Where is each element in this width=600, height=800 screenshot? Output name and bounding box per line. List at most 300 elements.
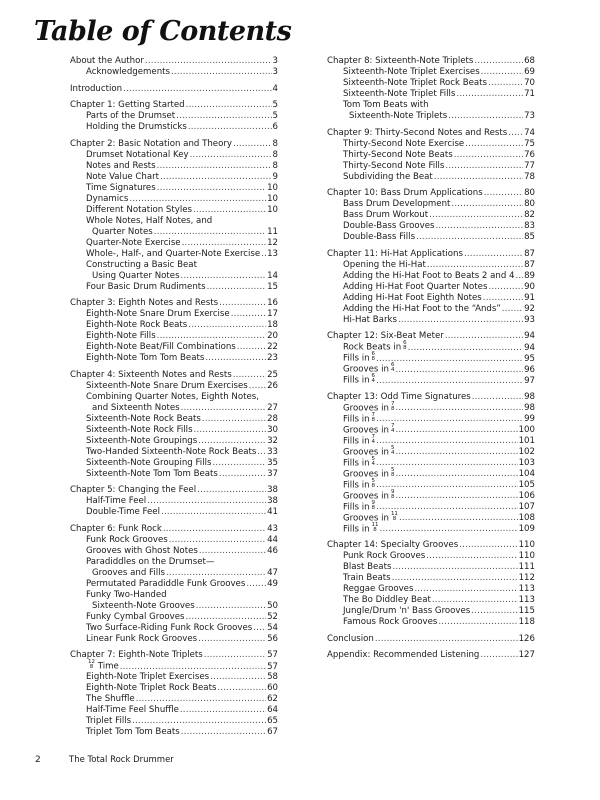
dot-leader bbox=[427, 260, 523, 271]
toc-section bbox=[327, 188, 535, 243]
toc-section bbox=[327, 634, 535, 645]
toc-section bbox=[327, 56, 535, 122]
entry-text: Thirty-Second Note Beats bbox=[343, 149, 453, 160]
entry-page-number: 10 bbox=[267, 182, 278, 193]
ts-top: 7 bbox=[371, 433, 376, 440]
toc-entry[interactable] bbox=[327, 150, 535, 161]
entry-text: Appendix: Recommended Listening bbox=[327, 650, 480, 660]
toc-entry[interactable] bbox=[327, 455, 535, 469]
toc-entry[interactable] bbox=[70, 260, 278, 271]
entry-page-number: 9 bbox=[272, 171, 278, 182]
entry-page-number: 5 bbox=[272, 100, 278, 110]
toc-entry[interactable] bbox=[327, 411, 535, 425]
toc-section bbox=[70, 139, 278, 293]
toc-chapter-entry[interactable] bbox=[70, 139, 278, 150]
entry-title bbox=[86, 705, 179, 716]
toc-chapter-entry[interactable] bbox=[327, 249, 535, 260]
entry-title bbox=[343, 161, 444, 172]
toc-entry[interactable] bbox=[70, 590, 278, 601]
time-signature bbox=[372, 374, 376, 384]
toc-entry[interactable] bbox=[327, 606, 535, 617]
toc-entry[interactable] bbox=[70, 249, 278, 260]
toc-entry[interactable] bbox=[327, 89, 535, 100]
entry-page-number: 113 bbox=[518, 595, 535, 605]
time-signature bbox=[391, 446, 395, 456]
dot-leader bbox=[432, 595, 518, 606]
toc-entry[interactable] bbox=[70, 161, 278, 172]
entry-text: Sixteenth-Note Groupings bbox=[86, 435, 198, 446]
entry-title bbox=[343, 411, 376, 426]
toc-entry[interactable] bbox=[70, 672, 278, 683]
entry-title bbox=[86, 579, 245, 590]
dot-leader bbox=[219, 298, 266, 309]
toc-entry[interactable] bbox=[327, 232, 535, 243]
toc-entry[interactable] bbox=[70, 727, 278, 738]
entry-title bbox=[86, 557, 214, 568]
toc-chapter-entry[interactable] bbox=[70, 84, 278, 95]
toc-section bbox=[70, 650, 278, 738]
toc-entry[interactable] bbox=[327, 304, 535, 315]
entry-text: Funk Rock Grooves bbox=[86, 534, 168, 545]
entry-page-number: 64 bbox=[267, 705, 278, 715]
entry-text: Time Signatures bbox=[86, 182, 156, 193]
toc-entry[interactable] bbox=[70, 150, 278, 161]
toc-entry[interactable] bbox=[70, 601, 278, 612]
toc-entry[interactable] bbox=[70, 172, 278, 183]
toc-entry[interactable] bbox=[70, 353, 278, 364]
ts-top: 7 bbox=[390, 400, 395, 407]
toc-entry[interactable] bbox=[327, 199, 535, 210]
entry-title bbox=[86, 205, 192, 216]
time-signature bbox=[391, 363, 395, 373]
toc-entry[interactable] bbox=[70, 623, 278, 634]
dot-leader bbox=[395, 491, 517, 502]
entry-page-number: 102 bbox=[518, 447, 535, 457]
toc-chapter-entry[interactable] bbox=[70, 370, 278, 381]
dot-leader bbox=[157, 161, 272, 172]
toc-entry[interactable] bbox=[70, 568, 278, 579]
toc-entry[interactable] bbox=[70, 122, 278, 133]
toc-entry[interactable] bbox=[327, 422, 535, 436]
entry-title bbox=[343, 199, 450, 210]
entry-title bbox=[70, 524, 162, 535]
toc-entry[interactable] bbox=[327, 562, 535, 573]
toc-entry[interactable] bbox=[327, 364, 535, 375]
dot-leader bbox=[426, 551, 517, 562]
entry-title bbox=[86, 683, 216, 694]
entry-text: Sixteenth-Note Snare Drum Exercises bbox=[86, 380, 248, 391]
entry-page-number: 15 bbox=[267, 281, 278, 292]
dot-leader bbox=[202, 414, 266, 425]
entry-title bbox=[343, 573, 391, 584]
entry-page-number: 8 bbox=[272, 160, 278, 171]
entry-page-number: 8 bbox=[272, 149, 278, 160]
entry-page-number: 46 bbox=[267, 545, 278, 556]
toc-entry[interactable] bbox=[70, 705, 278, 716]
entry-title bbox=[343, 100, 429, 111]
toc-entry[interactable] bbox=[70, 612, 278, 623]
entry-text: Fills in bbox=[343, 480, 370, 490]
entry-page-number: 97 bbox=[524, 375, 535, 386]
toc-entry[interactable] bbox=[70, 716, 278, 727]
toc-entry[interactable] bbox=[70, 67, 278, 78]
toc-entry[interactable] bbox=[327, 521, 535, 535]
toc-chapter-entry[interactable] bbox=[327, 392, 535, 403]
toc-entry[interactable] bbox=[70, 496, 278, 507]
entry-text: Chapter 12: Six-Beat Meter bbox=[327, 331, 444, 341]
entry-title bbox=[86, 172, 159, 183]
toc-entry[interactable] bbox=[70, 271, 278, 282]
toc-entry[interactable] bbox=[70, 111, 278, 122]
toc-entry[interactable] bbox=[70, 403, 278, 414]
entry-title bbox=[86, 447, 256, 458]
toc-entry[interactable] bbox=[327, 617, 535, 628]
entry-text: Eighth-Note Beat/Fill Combinations bbox=[86, 342, 236, 352]
dot-leader bbox=[204, 650, 266, 661]
toc-chapter-entry[interactable] bbox=[327, 331, 535, 342]
dot-leader bbox=[154, 227, 266, 238]
toc-section bbox=[327, 392, 535, 535]
toc-entry[interactable] bbox=[327, 551, 535, 562]
toc-entry[interactable] bbox=[70, 414, 278, 425]
toc-section bbox=[327, 128, 535, 183]
entry-page-number: 52 bbox=[267, 611, 278, 622]
entry-text: Adding Hi-Hat Foot Eighth Notes bbox=[343, 292, 482, 303]
ts-bottom: 8 bbox=[403, 345, 407, 351]
entry-title bbox=[86, 122, 187, 133]
ts-top: 11 bbox=[371, 521, 379, 528]
toc-entry[interactable] bbox=[70, 331, 278, 342]
dot-leader bbox=[451, 199, 523, 210]
entry-page-number: 112 bbox=[518, 573, 535, 583]
toc-chapter-entry[interactable] bbox=[70, 56, 278, 67]
entry-title bbox=[86, 590, 167, 601]
entry-page-number: 11 bbox=[267, 226, 278, 237]
entry-title bbox=[343, 584, 413, 595]
toc-entry[interactable] bbox=[327, 595, 535, 606]
entry-title bbox=[86, 546, 198, 557]
entry-text: Conclusion bbox=[327, 633, 374, 644]
toc-entry[interactable] bbox=[327, 499, 535, 513]
toc-entry[interactable] bbox=[70, 238, 278, 249]
toc-entry[interactable] bbox=[327, 342, 535, 353]
toc-entry[interactable] bbox=[327, 282, 535, 293]
dot-leader bbox=[459, 540, 517, 551]
toc-entry[interactable] bbox=[327, 433, 535, 447]
entry-page-number: 14 bbox=[267, 270, 278, 281]
entry-text: Sixteenth-Note Grouping Fills bbox=[86, 457, 212, 468]
dot-leader bbox=[157, 183, 266, 194]
entry-text: Fills in bbox=[343, 436, 370, 446]
toc-chapter-entry[interactable] bbox=[327, 650, 535, 661]
ts-bottom: 8 bbox=[390, 471, 395, 478]
entry-page-number: 4 bbox=[272, 83, 278, 94]
entry-text: Tom Tom Beats with bbox=[343, 100, 429, 110]
toc-entry[interactable] bbox=[70, 507, 278, 518]
entry-title bbox=[86, 716, 131, 727]
ts-top: 6 bbox=[371, 373, 376, 379]
dot-leader bbox=[380, 524, 518, 535]
time-signature bbox=[391, 490, 395, 500]
entry-text: Jungle/Drum 'n' Bass Grooves bbox=[343, 606, 471, 616]
entry-title bbox=[86, 249, 260, 260]
dot-leader bbox=[481, 67, 523, 78]
toc-entry[interactable] bbox=[70, 469, 278, 480]
toc-chapter-entry[interactable] bbox=[70, 524, 278, 535]
entry-page-number: 43 bbox=[267, 523, 278, 534]
dot-leader bbox=[171, 67, 272, 78]
dot-leader bbox=[395, 403, 523, 414]
toc-entry[interactable] bbox=[327, 78, 535, 89]
entry-text: Sixteenth-Note Grooves bbox=[92, 600, 195, 611]
entry-text: Blast Beats bbox=[343, 562, 392, 572]
toc-entry[interactable] bbox=[327, 293, 535, 304]
toc-entry[interactable] bbox=[327, 488, 535, 502]
toc-entry[interactable] bbox=[70, 557, 278, 568]
entry-title bbox=[343, 375, 375, 387]
toc-entry[interactable] bbox=[70, 661, 278, 672]
dot-leader bbox=[375, 634, 518, 645]
entry-text: Combining Quarter Notes, Eighth Notes, bbox=[86, 391, 259, 402]
entry-title bbox=[86, 216, 212, 227]
toc-entry[interactable] bbox=[70, 546, 278, 557]
dot-leader bbox=[145, 56, 272, 67]
entry-title bbox=[92, 403, 180, 414]
toc-chapter-entry[interactable] bbox=[70, 485, 278, 496]
dot-leader bbox=[249, 381, 266, 392]
entry-page-number: 3 bbox=[272, 67, 278, 77]
entry-title bbox=[343, 510, 398, 525]
toc-entry[interactable] bbox=[327, 100, 535, 111]
entry-page-number: 38 bbox=[267, 496, 278, 506]
toc-entry[interactable] bbox=[70, 579, 278, 590]
entry-page-number: 25 bbox=[267, 369, 278, 380]
dot-leader bbox=[169, 535, 266, 546]
entry-title bbox=[86, 353, 204, 364]
entry-text: Grooves with Ghost Notes bbox=[86, 545, 198, 556]
entry-title bbox=[343, 444, 395, 459]
time-signature bbox=[372, 457, 376, 467]
toc-entry[interactable] bbox=[70, 205, 278, 216]
time-signature bbox=[372, 479, 376, 489]
toc-entry[interactable] bbox=[70, 282, 278, 293]
toc-entry[interactable] bbox=[327, 375, 535, 386]
entry-text: Double-Bass Fills bbox=[343, 232, 416, 242]
entry-page-number: 93 bbox=[524, 314, 535, 325]
entry-text: Rock Beats in bbox=[343, 342, 402, 353]
entry-page-number: 65 bbox=[267, 716, 278, 726]
entry-page-number: 8 bbox=[272, 138, 278, 149]
toc-entry[interactable] bbox=[327, 67, 535, 78]
time-signature bbox=[372, 435, 376, 445]
entry-text: Fills in bbox=[343, 524, 370, 534]
entry-text: Fills in bbox=[343, 458, 370, 468]
entry-text: Chapter 7: Eighth-Note Triplets bbox=[70, 650, 203, 660]
toc-entry[interactable] bbox=[70, 227, 278, 238]
toc-entry[interactable] bbox=[70, 436, 278, 447]
entry-page-number: 33 bbox=[267, 446, 278, 457]
entry-title bbox=[92, 568, 165, 579]
entry-text: Using Quarter Notes bbox=[92, 270, 180, 281]
ts-top: 6 bbox=[390, 362, 395, 368]
ts-top: 7 bbox=[390, 422, 395, 429]
toc-entry[interactable] bbox=[327, 210, 535, 221]
time-signature bbox=[372, 413, 376, 423]
entry-page-number: 20 bbox=[267, 331, 278, 341]
entry-title bbox=[343, 595, 431, 606]
dot-leader bbox=[456, 89, 523, 100]
dot-leader bbox=[205, 353, 266, 364]
entry-text: Whole-, Half-, and Quarter-Note Exercise bbox=[86, 248, 261, 259]
dot-leader bbox=[508, 128, 523, 139]
time-signature bbox=[88, 660, 95, 670]
toc-section bbox=[70, 56, 278, 78]
toc-chapter-entry[interactable] bbox=[327, 56, 535, 67]
entry-page-number: 44 bbox=[267, 534, 278, 545]
ts-bottom: 8 bbox=[371, 356, 376, 362]
entry-page-number: 106 bbox=[518, 491, 535, 501]
entry-page-number: 32 bbox=[267, 435, 278, 446]
toc-section bbox=[70, 84, 278, 95]
toc-entry[interactable] bbox=[327, 139, 535, 150]
entry-page-number: 12 bbox=[267, 237, 278, 248]
dot-leader bbox=[435, 221, 523, 232]
toc-entry[interactable] bbox=[70, 683, 278, 694]
entry-title bbox=[327, 331, 444, 342]
ts-bottom: 8 bbox=[390, 405, 395, 412]
toc-chapter-entry[interactable] bbox=[327, 188, 535, 199]
toc-entry[interactable] bbox=[70, 381, 278, 392]
entry-text: Chapter 14: Specialty Grooves bbox=[327, 540, 459, 550]
dot-leader bbox=[484, 188, 523, 199]
entry-text: Triplet Fills bbox=[86, 716, 132, 726]
entry-page-number: 70 bbox=[524, 78, 535, 88]
entry-text: Adding the Hi-Hat Foot to the “Ands” bbox=[343, 303, 501, 314]
toc-entry[interactable] bbox=[70, 634, 278, 645]
dot-leader bbox=[188, 320, 266, 331]
toc-entry[interactable] bbox=[327, 353, 535, 364]
toc-entry[interactable] bbox=[70, 425, 278, 436]
toc-entry[interactable] bbox=[70, 447, 278, 458]
toc-entry[interactable] bbox=[327, 271, 535, 282]
entry-page-number: 13 bbox=[267, 248, 278, 259]
entry-page-number: 99 bbox=[524, 414, 535, 424]
entry-title bbox=[343, 477, 376, 492]
toc-entry[interactable] bbox=[70, 194, 278, 205]
ts-bottom: 8 bbox=[371, 504, 376, 511]
entry-title bbox=[343, 304, 501, 315]
entry-page-number: 28 bbox=[267, 413, 278, 424]
toc-entry[interactable] bbox=[327, 111, 535, 122]
entry-title bbox=[86, 727, 180, 738]
entry-title bbox=[343, 89, 455, 100]
toc-chapter-entry[interactable] bbox=[70, 100, 278, 111]
toc-entry[interactable] bbox=[327, 510, 535, 524]
entry-title bbox=[327, 392, 471, 403]
dot-leader bbox=[233, 370, 266, 381]
toc-entry[interactable] bbox=[70, 392, 278, 403]
toc-entry[interactable] bbox=[327, 315, 535, 326]
entry-page-number: 6 bbox=[272, 122, 278, 132]
entry-title bbox=[86, 67, 170, 78]
toc-chapter-entry[interactable] bbox=[327, 128, 535, 139]
entry-title bbox=[86, 458, 211, 469]
entry-page-number: 26 bbox=[267, 380, 278, 391]
toc-section bbox=[70, 100, 278, 133]
entry-page-number: 27 bbox=[267, 402, 278, 413]
toc-entry[interactable] bbox=[327, 161, 535, 172]
entry-page-number: 87 bbox=[524, 259, 535, 270]
entry-title bbox=[70, 370, 232, 381]
ts-bottom: 8 bbox=[373, 526, 377, 533]
toc-chapter-entry[interactable] bbox=[70, 298, 278, 309]
toc-chapter-entry[interactable] bbox=[70, 650, 278, 661]
toc-entry[interactable] bbox=[327, 444, 535, 458]
toc-entry[interactable] bbox=[327, 584, 535, 595]
toc-section bbox=[70, 485, 278, 518]
toc-entry[interactable] bbox=[327, 400, 535, 414]
dot-leader bbox=[198, 436, 266, 447]
entry-title bbox=[327, 188, 483, 199]
dot-leader bbox=[217, 683, 266, 694]
toc-entry[interactable] bbox=[327, 260, 535, 271]
toc-chapter-entry[interactable] bbox=[327, 634, 535, 645]
entry-page-number: 98 bbox=[524, 403, 535, 413]
toc-entry[interactable] bbox=[70, 458, 278, 469]
entry-page-number: 105 bbox=[518, 480, 535, 490]
toc-entry[interactable] bbox=[70, 694, 278, 705]
entry-text: Dynamics bbox=[86, 193, 129, 204]
toc-entry[interactable] bbox=[327, 466, 535, 480]
dot-leader bbox=[399, 513, 518, 524]
toc-entry[interactable] bbox=[327, 477, 535, 491]
entry-page-number: 35 bbox=[267, 457, 278, 468]
entry-text: Punk Rock Grooves bbox=[343, 551, 426, 561]
entry-title bbox=[343, 315, 397, 326]
entry-page-number: 68 bbox=[524, 56, 535, 66]
toc-entry[interactable] bbox=[70, 309, 278, 320]
entry-title bbox=[86, 507, 160, 518]
dot-leader bbox=[464, 249, 523, 260]
entry-text: Chapter 4: Sixteenth Notes and Rests bbox=[70, 369, 232, 380]
entry-page-number: 18 bbox=[267, 320, 278, 330]
toc-entry[interactable] bbox=[70, 216, 278, 227]
ts-bottom: 8 bbox=[392, 515, 397, 522]
entry-title bbox=[343, 210, 428, 221]
entry-text: Grooves in bbox=[343, 425, 389, 435]
ts-top: 6 bbox=[371, 351, 376, 357]
dot-leader bbox=[186, 100, 272, 111]
entry-title bbox=[327, 540, 458, 551]
dot-leader bbox=[253, 623, 266, 634]
entry-title bbox=[343, 551, 425, 562]
ts-top: 5 bbox=[371, 477, 376, 484]
ts-top: 12 bbox=[88, 659, 95, 665]
dot-leader bbox=[472, 392, 523, 403]
entry-text: Grooves in bbox=[343, 403, 389, 413]
toc-entry[interactable] bbox=[70, 320, 278, 331]
entry-title bbox=[343, 562, 391, 573]
toc-entry[interactable] bbox=[70, 183, 278, 194]
toc-entry[interactable] bbox=[70, 342, 278, 353]
toc-entry[interactable] bbox=[327, 221, 535, 232]
toc-entry[interactable] bbox=[327, 172, 535, 183]
toc-entry[interactable] bbox=[327, 573, 535, 584]
entry-title bbox=[343, 466, 395, 481]
toc-entry[interactable] bbox=[70, 535, 278, 546]
dot-leader bbox=[194, 425, 267, 436]
toc-chapter-entry[interactable] bbox=[327, 540, 535, 551]
